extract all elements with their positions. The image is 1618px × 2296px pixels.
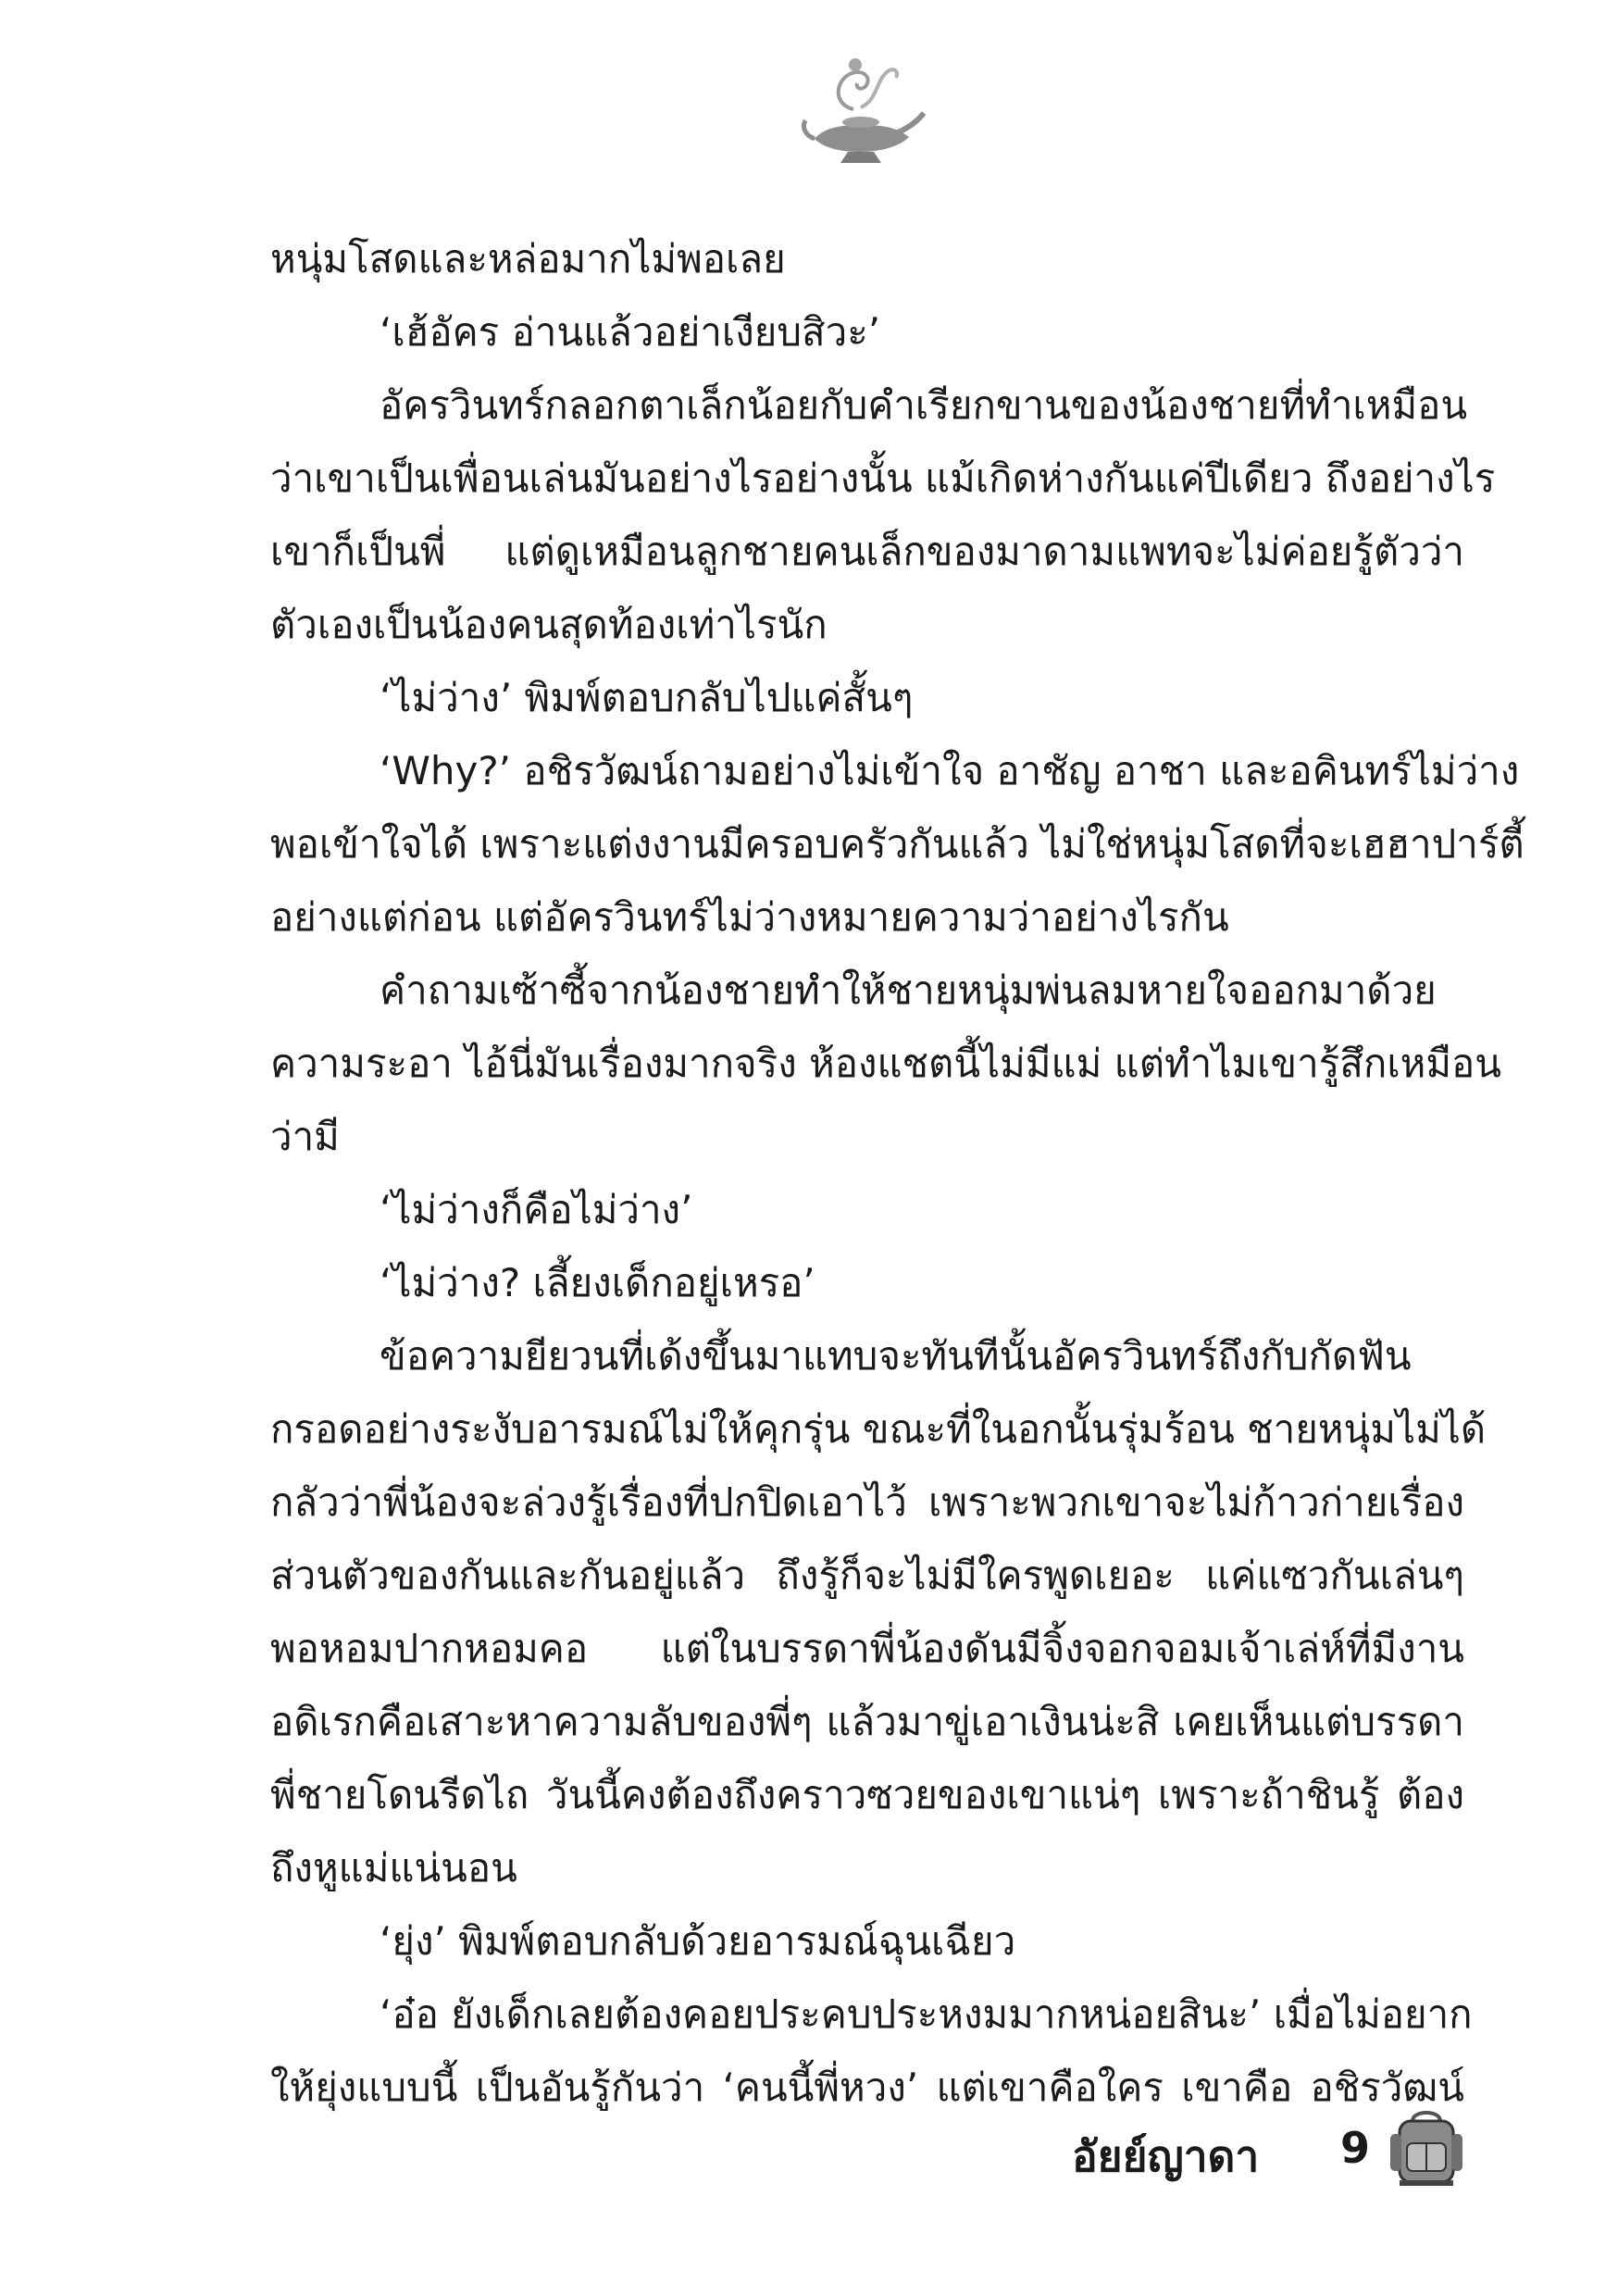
text-line: พี่ชายโดนรีดไถ วันนี้คงต้องถึงคราวซวยของเขาแน่ๆ เพราะถ้าชินรู้ ต้อง: [270, 1772, 1464, 1817]
text-line: ความระอา ไอ้นี่มันเรื่องมากจริง ห้องแชตนี้ไม่มีแม่ แต่ทำไมเขารู้สึกเหมือน: [270, 1041, 1501, 1086]
text-line: พอหอมปากหอมคอ แต่ในบรรดาพี่น้องดันมีจิ้งจอกจอมเจ้าเล่ห์ที่มีงาน: [270, 1626, 1464, 1671]
text-line: ‘ไม่ว่าง’ พิมพ์ตอบกลับไปแค่สั้นๆ: [380, 675, 914, 720]
text-line: ถึงหูแม่แน่นอน: [270, 1845, 517, 1890]
genie-lamp-icon: [796, 54, 926, 174]
author-name: อัยย์ญาดา: [1072, 2131, 1260, 2181]
text-line: ส่วนตัวของกันและกันอยู่แล้ว ถึงรู้ก็จะไม่มีใครพูดเยอะ แค่แซวกันเล่นๆ: [270, 1553, 1464, 1598]
text-line: กรอดอย่างระงับอารมณ์ไม่ให้คุกรุ่น ขณะที่ในอกนั้นรุ่มร้อน ชายหนุ่มไม่ได้: [270, 1406, 1487, 1452]
text-line: ‘ไม่ว่าง? เลี้ยงเด็กอยู่เหรอ’: [380, 1260, 815, 1305]
text-line: หนุ่มโสดและหล่อมากไม่พอเลย: [270, 236, 786, 281]
page-number: 9: [1340, 2123, 1371, 2173]
text-line: อัครวินทร์กลอกตาเล็กน้อยกับคำเรียกขานของน้องชายที่ทำเหมือน: [380, 382, 1468, 428]
text-line: อย่างแต่ก่อน แต่อัครวินทร์ไม่ว่างหมายความว่าอย่างไรกัน: [270, 894, 1229, 940]
text-line: ‘ยุ่ง’ พิมพ์ตอบกลับด้วยอารมณ์ฉุนเฉียว: [380, 1918, 1016, 1964]
text-line: ‘อ๋อ ยังเด็กเลยต้องคอยประคบประหงมมากหน่อยสินะ’ เมื่อไม่อยาก: [380, 1991, 1473, 2037]
text-line: ‘Why?’ อชิรวัฒน์ถามอย่างไม่เข้าใจ อาชัญ อาชา และอคินทร์ไม่ว่าง: [380, 748, 1520, 793]
text-line: ให้ยุ่งแบบนี้ เป็นอันรู้กันว่า ‘คนนี้พี่หวง’ แต่เขาคือใคร เขาคือ อชิรวัฒน์: [270, 2065, 1464, 2110]
text-line: ข้อความยียวนที่เด้งขึ้นมาแทบจะทันทีนั้นอัครวินทร์ถึงกับกัดฟัน: [380, 1333, 1412, 1379]
text-line: อดิเรกคือเสาะหาความลับของพี่ๆ แล้วมาขู่เอาเงินน่ะสิ เคยเห็นแต่บรรดา: [270, 1699, 1464, 1744]
page-footer: [1064, 2106, 1481, 2190]
text-line: กลัวว่าพี่น้องจะล่วงรู้เรื่องที่ปกปิดเอาไว้ เพราะพวกเขาจะไม่ก้าวก่ายเรื่อง: [270, 1479, 1464, 1525]
text-line: คำถามเซ้าซี้จากน้องชายทำให้ชายหนุ่มพ่นลมหายใจออกมาด้วย: [380, 967, 1437, 1013]
text-line: ‘ไม่ว่างก็คือไม่ว่าง’: [380, 1187, 693, 1232]
text-line: ว่ามี: [270, 1114, 340, 1159]
backpack-icon: [1387, 2106, 1466, 2190]
text-line: ‘เฮ้อัคร อ่านแล้วอย่าเงียบสิวะ’: [380, 309, 881, 355]
text-line: พอเข้าใจได้ เพราะแต่งงานมีครอบครัวกันแล้ว ไม่ใช่หนุ่มโสดที่จะเฮฮาปาร์ตี้: [270, 821, 1525, 867]
text-line: ว่าเขาเป็นเพื่อนเล่นมันอย่างไรอย่างนั้น แม้เกิดห่างกันแค่ปีเดียว ถึงอย่างไร: [270, 455, 1496, 501]
text-line: ตัวเองเป็นน้องคนสุดท้องเท่าไรนัก: [270, 602, 828, 647]
body-text: [270, 222, 1525, 2124]
text-line: เขาก็เป็นพี่ แต่ดูเหมือนลูกชายคนเล็กของมาดามแพทจะไม่ค่อยรู้ตัวว่า: [270, 529, 1464, 574]
